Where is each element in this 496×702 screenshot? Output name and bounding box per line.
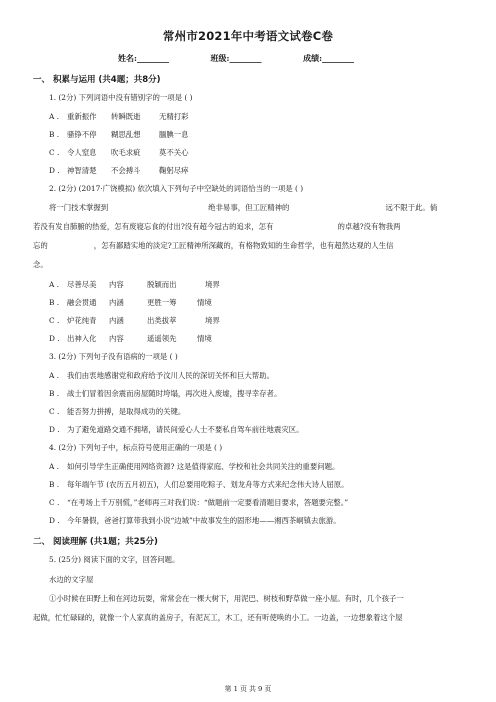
q1-option-d: D . 神智清楚 不会搏斗 鞠躬尽瘁 [49,166,189,175]
article-paragraph-line-2: 起做，忙忙碌碌的，就像一个人家真的盖房子，有泥瓦工，木工，还有听使唤的小工。一边盖，一边想象着这个屋 [33,613,403,622]
question-3-stem: 3. (2分) 下列句子没有语病的一项是 ( ) [49,352,178,361]
article-paragraph-line-1: ①小时候在田野上和在河边玩耍，常常会在一棵大树下，用泥巴、树枝和野草做一座小屋。有时，几个孩子一 [49,594,404,603]
q2-option-d: D . 出神入化 内容 遥遥领先 情境 [49,334,212,343]
q2-option-c: C . 炉花纯青 内涵 出类拔萃 境界 [49,316,220,325]
q4-option-c: C . “在考场上千万别慌，”老师再三对我们说：“做题前一定要看清题目要求，答题要完整。” [49,498,349,507]
q4-option-b: B . 每年端午节 (农历五月初五)，人们总要用吃粽子、划龙舟等方式来纪念伟大诗人屈原。 [49,480,349,489]
class-field-label: 班级:________ [210,53,262,63]
section-heading-1: 一、 积累与运用 (共4题；共8分) [33,75,161,85]
section-heading-2: 二、 阅读理解 (共1题；共25分) [33,537,158,547]
score-field-label: 成绩:________ [303,53,355,63]
q4-option-d: D . 今年暑假，爸爸打算带我到小说“边城”中故事发生的固形地——湘西茶峒镇去旅游。 [49,516,341,525]
question-1-stem: 1. (2分) 下列词语中没有错别字的一项是 ( ) [49,93,193,102]
q3-option-c: C . 能否努力拼搏，是取得成功的关键。 [49,407,186,416]
q3-option-a: A . 我们由衷地感谢党和政府给予汶川人民的深切关怀和巨大帮助。 [49,371,274,380]
q4-option-a: A . 如何引导学生正确使用网络资源? 这是值得家庭、学校和社会共同关注的重要问题。 [49,462,340,471]
question-4-stem: 4. (2分) 下列句子中，标点符号使用正确的一项是 ( ) [49,443,223,452]
article-title: 水边的文字屋 [49,575,94,584]
name-field-label: 姓名:________ [118,53,169,63]
q1-option-a: A . 重新振作 转瞬既逝 无精打彩 [49,112,189,121]
q3-option-b: B . 战士们冒着因余震而房屋随时垮塌，再次进入废墟，搜寻幸存者。 [49,389,282,398]
q2-passage-line-3: 忘的 ，怎有鄙踏实地的淡定?工匠精神所深藏的，有格物致知的生命哲学，也有超然达观的人生信 [33,241,394,250]
question-2-stem: 2. (2分) (2017·广饶模拟) 依次填入下列句子中空缺处的词语恰当的一项是 ( ) [49,184,304,193]
q2-option-a: A . 尽善尽美 内容 脱颖而出 境界 [49,280,220,289]
page-footer: 第 1 页 共 9 页 [224,685,272,693]
question-5-stem: 5. (25分) 阅读下面的文字，回答问题。 [49,555,180,564]
student-info-line [118,53,354,64]
q2-option-b: B . 融会贯通 内涵 更胜一筹 情境 [49,298,212,307]
q2-passage-line-2: 若没有发自肺腑的热爱，怎有废寝忘食的付出?没有超今冠古的追求，怎有 的卓越?没有物我两 [33,222,401,231]
q1-option-c: C . 令人窒息 吹毛求疵 莫不关心 [49,148,189,157]
exam-title: 常州市2021年中考语文试卷C卷 [162,29,334,43]
q2-passage-line-4: 念。 [33,260,48,269]
q2-passage-line-1: 将一门技术掌握到 绝非易事，但工匠精神的 远不限于此。倘 [49,203,438,212]
q3-option-d: D . 为了避免道路交通不拥堵，请民间爱心人士不要私自驾车前往地震灾区。 [49,425,304,434]
q1-option-b: B . 骚铮不停 糊思乱想 腼腆一息 [49,130,189,139]
